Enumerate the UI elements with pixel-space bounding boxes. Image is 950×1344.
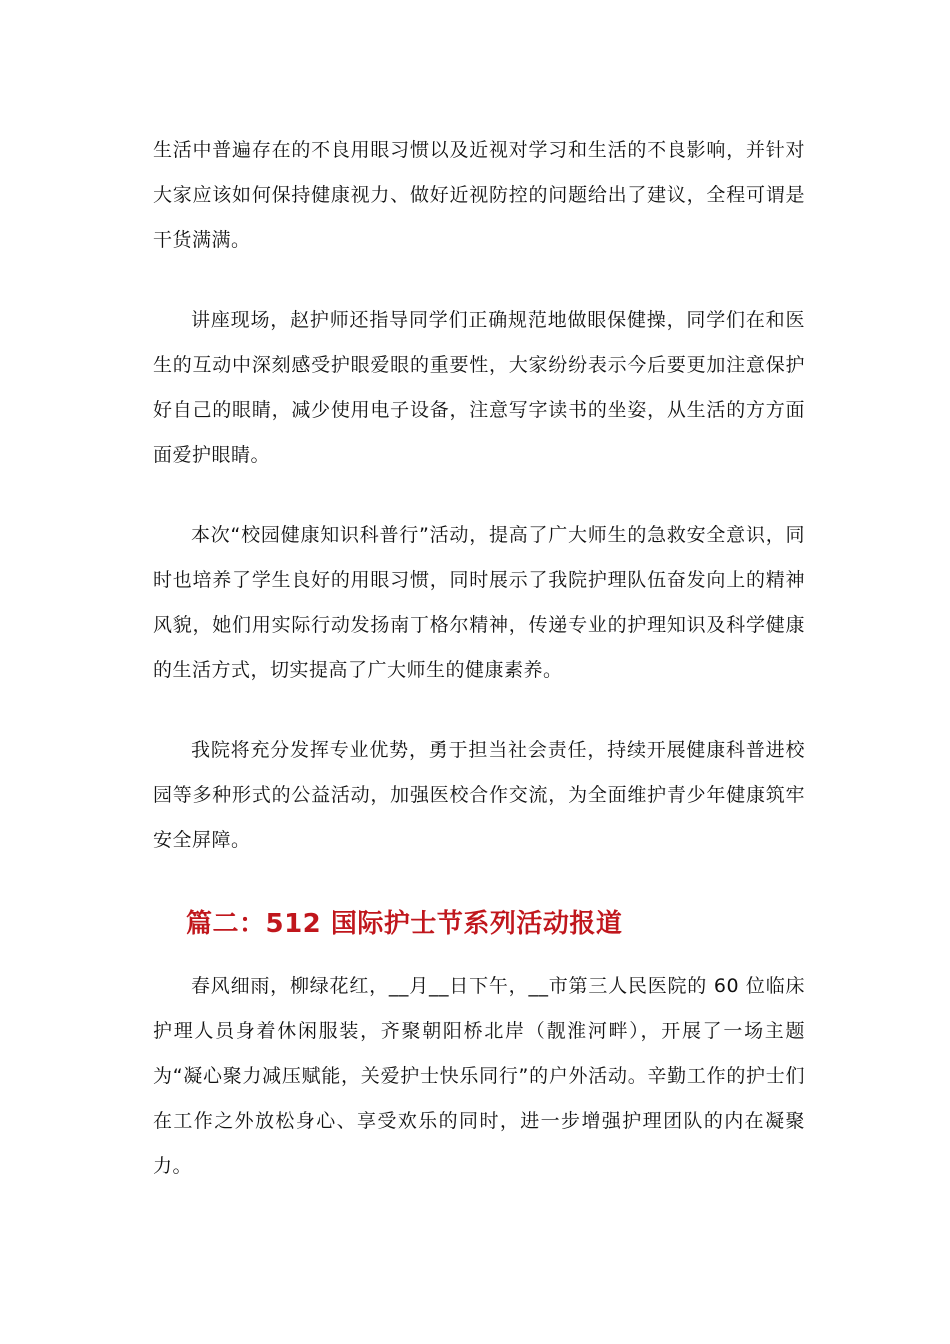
paragraph-3: 本次“校园健康知识科普行”活动，提高了广大师生的急救安全意识，同时也培养了学生良好的用眼习惯，同时展示了我院护理队伍奋发向上的精神风貌，她们用实际行动发扬南丁格尔精神，传递专业的护理知识及科学健康的生活方式，切实提高了广大师生的健康素养。	[153, 524, 805, 681]
paragraph-1: 生活中普遍存在的不良用眼习惯以及近视对学习和生活的不良影响，并针对大家应该如何保持健康视力、做好近视防控的问题给出了建议，全程可谓是干货满满。	[153, 139, 805, 251]
document-body	[153, 128, 805, 1224]
paragraph-4: 我院将充分发挥专业优势，勇于担当社会责任，持续开展健康科普进校园等多种形式的公益活动，加强医校合作交流，为全面维护青少年健康筑牢安全屏障。	[153, 739, 805, 851]
paragraph-5: 春风细雨，柳绿花红，__月__日下午，__市第三人民医院的 60 位临床护理人员身着休闲服装，齐聚朝阳桥北岸（靓淮河畔），开展了一场主题为“凝心聚力减压赋能，关爱护士快乐同行”的户外活动。辛勤工作的护士们在工作之外放松身心、享受欢乐的同时，进一步增强护理团队的内在凝聚力。	[153, 975, 805, 1177]
section-heading: 篇二：512 国际护士节系列活动报道	[186, 909, 623, 939]
paragraph-2: 讲座现场，赵护师还指导同学们正确规范地做眼保健操，同学们在和医生的互动中深刻感受护眼爱眼的重要性，大家纷纷表示今后要更加注意保护好自己的眼睛，减少使用电子设备，注意写字读书的坐姿，从生活的方方面面爱护眼睛。	[153, 309, 805, 466]
